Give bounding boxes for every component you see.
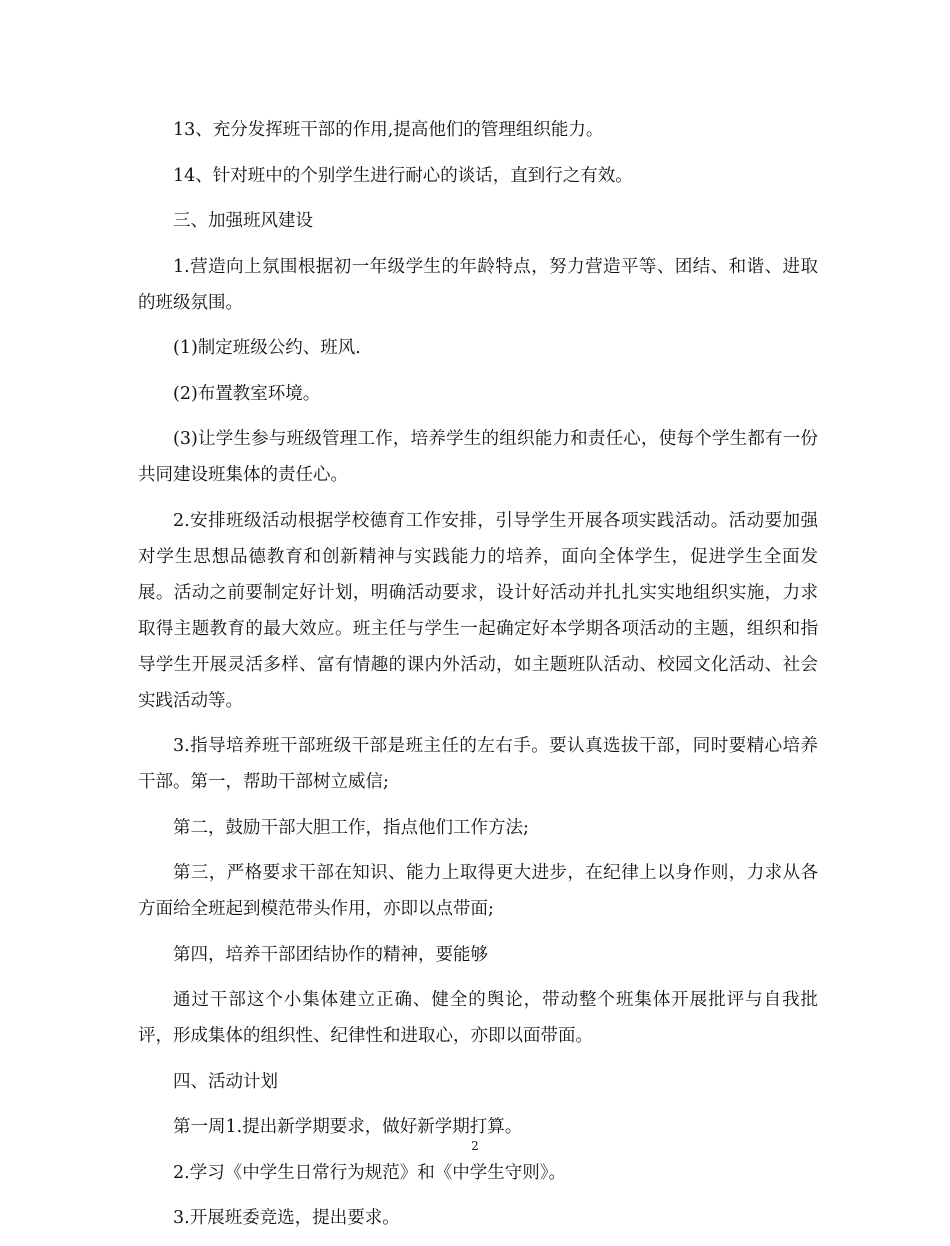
paragraph-atmosphere: 1.营造向上氛围根据初一年级学生的年龄特点，努力营造平等、团结、和谐、进取的班级氛围。: [138, 256, 818, 313]
paragraph-class-election: 3.开展班委竞选，提出要求。: [173, 1208, 400, 1228]
paragraph-item-13: 13、充分发挥班干部的作用,提高他们的管理组织能力。: [173, 120, 604, 140]
paragraph-item-14: 14、针对班中的个别学生进行耐心的谈话，直到行之有效。: [173, 165, 633, 186]
document-body: [138, 112, 818, 1246]
paragraph-class-activities: 2.安排班级活动根据学校德育工作安排，引导学生开展各项实践活动。活动要加强对学生思想品德教育和创新精神与实践能力的培养，面向全体学生，促进学生全面发展。活动之前要制定好计划，明确活动要求，设计好活动并扎扎实实地组织实施，力求取得主题教育的最大效应。班主任与学生一起确定好本学期各项活动的主题，组织和指导学生开展灵活多样、富有情趣的课内外活动，如主题班队活动、校园文化活动、社会实践活动等。: [138, 510, 818, 711]
section-heading-class-style: 三、加强班风建设: [173, 211, 313, 231]
paragraph-week-one: 第一周1.提出新学期要求，做好新学期打算。: [173, 1117, 523, 1137]
section-heading-activity-plan: 四、活动计划: [173, 1071, 278, 1092]
paragraph-fourth-point: 第四，培养干部团结协作的精神，要能够: [173, 944, 488, 965]
paragraph-study-rules: 2.学习《中学生日常行为规范》和《中学生守则》。: [173, 1162, 566, 1183]
paragraph-class-rules: (1)制定班级公约、班风.: [173, 338, 361, 358]
paragraph-third-point: 第三，严格要求干部在知识、能力上取得更大进步，在纪律上以身作则，力求从各方面给全班起到模范带头作用，亦即以点带面;: [138, 863, 818, 919]
paragraph-public-opinion: 通过干部这个小集体建立正确、健全的舆论，带动整个班集体开展批评与自我批评，形成集体的组织性、纪律性和进取心，亦即以面带面。: [138, 990, 818, 1046]
paragraph-second-point: 第二，鼓励干部大胆工作，指点他们工作方法;: [173, 817, 529, 838]
paragraph-student-participation: (3)让学生参与班级管理工作，培养学生的组织能力和责任心，使每个学生都有一份共同建设班集体的责任心。: [138, 429, 818, 485]
paragraph-train-cadres: 3.指导培养班干部班级干部是班主任的左右手。要认真选拔干部，同时要精心培养干部。第一，帮助干部树立威信;: [138, 736, 818, 792]
page-number: 2: [471, 1139, 479, 1153]
paragraph-classroom-environment: (2)布置教室环境。: [173, 383, 321, 404]
